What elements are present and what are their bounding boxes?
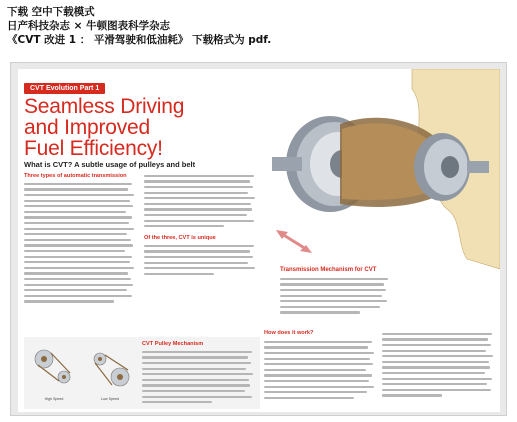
main-title-line-3: Fuel Efficiency!	[24, 137, 163, 160]
cvt-illustration	[262, 69, 500, 269]
pulley-mechanism-box	[24, 337, 260, 409]
main-title-line-2: and Improved	[24, 116, 151, 139]
left-column-2	[144, 173, 258, 335]
header-line-download: 下载 空中下载模式	[7, 6, 95, 18]
left-column-1	[24, 173, 136, 335]
header-line-magazines: 日产科技杂志 × 牛顿图表科学杂志	[7, 20, 171, 32]
arrow-left-icon	[282, 234, 306, 249]
main-title-line-1: Seamless Driving	[24, 95, 185, 118]
part-banner: CVT Evolution Part 1	[24, 83, 105, 94]
section-heading-three-types: Three types of automatic transmission	[24, 173, 127, 179]
right-column-2	[382, 331, 494, 407]
high-speed-pulley-icon	[30, 343, 78, 391]
magazine-spread	[10, 62, 507, 416]
right-page	[262, 69, 500, 412]
high-speed-label: High Speed	[44, 397, 64, 401]
mechanism-title: Transmission Mechanism for CVT	[280, 267, 377, 273]
header-line-title: 《CVT 改进 1 ： 平滑驾驶和低油耗》 下载格式为 pdf.	[7, 34, 272, 46]
left-page	[18, 69, 262, 412]
section-heading-cvt-unique: Of the three, CVT is unique	[144, 234, 216, 241]
page-header	[7, 5, 512, 47]
low-speed-label: Low Speed	[101, 397, 119, 401]
how-does-it-work-heading: How does it work?	[264, 330, 314, 336]
low-speed-pulley-icon	[86, 343, 134, 391]
mechanism-caption	[280, 276, 390, 315]
main-title	[24, 96, 260, 159]
right-column-1	[264, 339, 376, 407]
subtitle: What is CVT? A subtle usage of pulleys and belt	[24, 160, 196, 169]
pulley-mechanism-text	[142, 349, 256, 405]
pulley-mechanism-heading: CVT Pulley Mechanism	[142, 341, 204, 347]
